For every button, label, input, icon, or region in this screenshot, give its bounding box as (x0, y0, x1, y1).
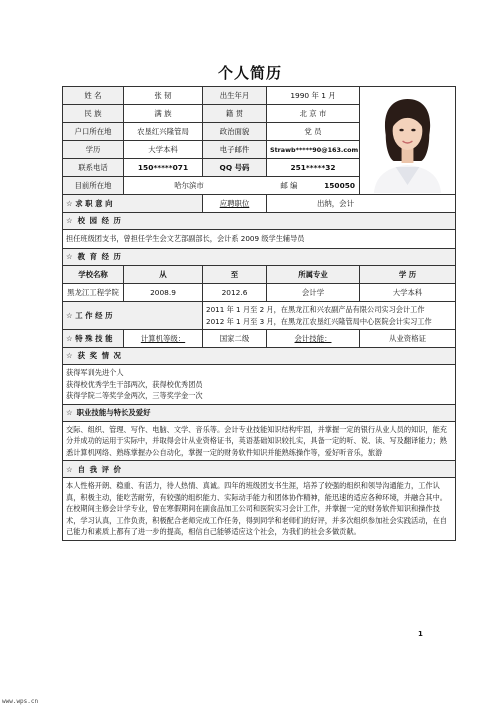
campus-heading: ☆ 校 园 经 历 (63, 213, 456, 230)
birth-label: 出生年月 (203, 87, 267, 105)
star-icon: ☆ (66, 252, 74, 262)
email-value: Strawb*****90@163.com (267, 141, 360, 159)
job-heading-text: 求 职 意 向 (75, 198, 113, 208)
strengths-heading: ☆ 职业技能与特长及爱好 (63, 404, 456, 421)
awards-heading: ☆ 获 奖 情 况 (63, 348, 456, 365)
hukou-label: 户口所在地 (63, 123, 124, 141)
edu-school: 黑龙江工程学院 (63, 284, 124, 302)
qq-value: 251*****32 (267, 159, 360, 177)
location-row (124, 177, 360, 195)
skill-accounting-label: 会计技能： (267, 330, 360, 348)
star-icon: ☆ (66, 407, 73, 417)
page-number: 1 (418, 630, 423, 638)
work-entry: 2012 年 1 月至 3 月，在黑龙江农垦红兴隆管局中心医院会计实习工作 (206, 316, 432, 326)
evaluation-heading: ☆ 自 我 评 价 (63, 461, 456, 478)
origin-label: 籍 贯 (203, 105, 267, 123)
award-item: 获得学院二等奖学金两次，三等奖学金一次 (66, 391, 203, 401)
postcode-label: 邮 编 (280, 180, 298, 190)
edu-header-from: 从 (124, 266, 203, 284)
strengths-text: 交际、组织、管理、写作、电脑、文学、音乐等。会计专业技能知识结构牢固，并掌握一定的银行从业人员的知识，能充分并成功的运用于实际中，并取得会计从业资格证书，英语基础知识较扎实，具备一定的听、说、读、写及翻译能力；熟悉计算机网络、熟练掌握办公自动化，掌握一定的财务软件知识并能熟练操作等，爱好听音乐，旅游 (63, 421, 456, 461)
edu-degree: 大学本科 (360, 284, 456, 302)
award-item: 获得军训先进个人 (66, 368, 124, 378)
resume-table (62, 86, 456, 541)
phone-label: 联系电话 (63, 159, 124, 177)
ethnic-value: 满 族 (124, 105, 203, 123)
edu-to: 2012.6 (203, 284, 267, 302)
education-heading: ☆ 教 育 经 历 (63, 249, 456, 266)
awards-list (63, 365, 456, 405)
birth-value: 1990 年 1 月 (267, 87, 360, 105)
evaluation-text: 本人性格开朗、稳重、有活力，待人热情、真诚。四年的班级团支书生涯，培养了较强的组织和领导沟通能力，工作认真，积极主动，能吃苦耐劳，有较强的组织能力、实际动手能力和团体协作精神，能迅速的适应各种环境，并融合其中。在校期间主修会计学专业，曾在寒假期间在副食品加工公司和医院实习会计工作，并掌握一定的财务软件知识和操作技术，学习认真，工作负责，积极配合老师完成工作任务，得到同学和老师们的好评，并多次组织参加社会实践活动，在自己能力和素质上都有了进一步的提高，相信自己能够适应这个社会，为我们的社会多做贡献。 (63, 478, 456, 541)
award-item: 获得校优秀学生干部两次，获得校优秀团员 (66, 379, 203, 389)
political-value: 党 员 (267, 123, 360, 141)
photo-cell (360, 87, 456, 195)
skill-accounting-value: 从业资格证 (360, 330, 456, 348)
job-heading (63, 195, 203, 213)
star-icon: ☆ (66, 333, 76, 343)
star-icon: ☆ (66, 464, 74, 474)
edu-value: 大学本科 (124, 141, 203, 159)
campus-text: 担任班级团支书，曾担任学生会文艺部副部长，会计系 2009 级学生辅导员 (63, 230, 456, 249)
edu-header-major: 所属专业 (267, 266, 360, 284)
name-label: 姓 名 (63, 87, 124, 105)
edu-label: 学历 (63, 141, 124, 159)
postcode-value: 150050 (324, 180, 355, 190)
edu-header-to: 至 (203, 266, 267, 284)
qq-label: QQ 号码 (203, 159, 267, 177)
watermark: www.wps.cn (2, 698, 39, 705)
email-label: 电子邮件 (203, 141, 267, 159)
job-position-value: 出纳，会计 (267, 195, 456, 213)
name-value: 张 韧 (124, 87, 203, 105)
ethnic-label: 民 族 (63, 105, 124, 123)
location-value: 哈尔滨市 (174, 180, 204, 190)
edu-from: 2008.9 (124, 284, 203, 302)
work-entry: 2011 年 1 月至 2 月，在黑龙江和兴农副产品有限公司实习会计工作 (206, 305, 425, 314)
edu-header-school: 学校名称 (63, 266, 124, 284)
edu-major: 会计学 (267, 284, 360, 302)
origin-value: 北 京 市 (267, 105, 360, 123)
skill-computer-value: 国家二级 (203, 330, 267, 348)
resume-title: 个人简历 (217, 64, 282, 82)
job-position-label: 应聘职位 (203, 195, 267, 213)
star-icon: ☆ (66, 351, 74, 361)
phone-value: 150*****071 (124, 159, 203, 177)
star-icon: ☆ (66, 198, 76, 208)
skills-heading: ☆ 特 殊 技 能 (63, 330, 124, 348)
political-label: 政治面貌 (203, 123, 267, 141)
profile-photo (360, 89, 455, 193)
work-entries (203, 302, 456, 330)
star-icon: ☆ (66, 310, 76, 320)
hukou-value: 农垦红兴隆管局 (124, 123, 203, 141)
star-icon: ☆ (66, 216, 74, 226)
edu-header-degree: 学 历 (360, 266, 456, 284)
skill-computer-label: 计算机等级： (124, 330, 203, 348)
location-label: 目前所在地 (63, 177, 124, 195)
work-heading: ☆ 工 作 经 历 (63, 302, 203, 330)
